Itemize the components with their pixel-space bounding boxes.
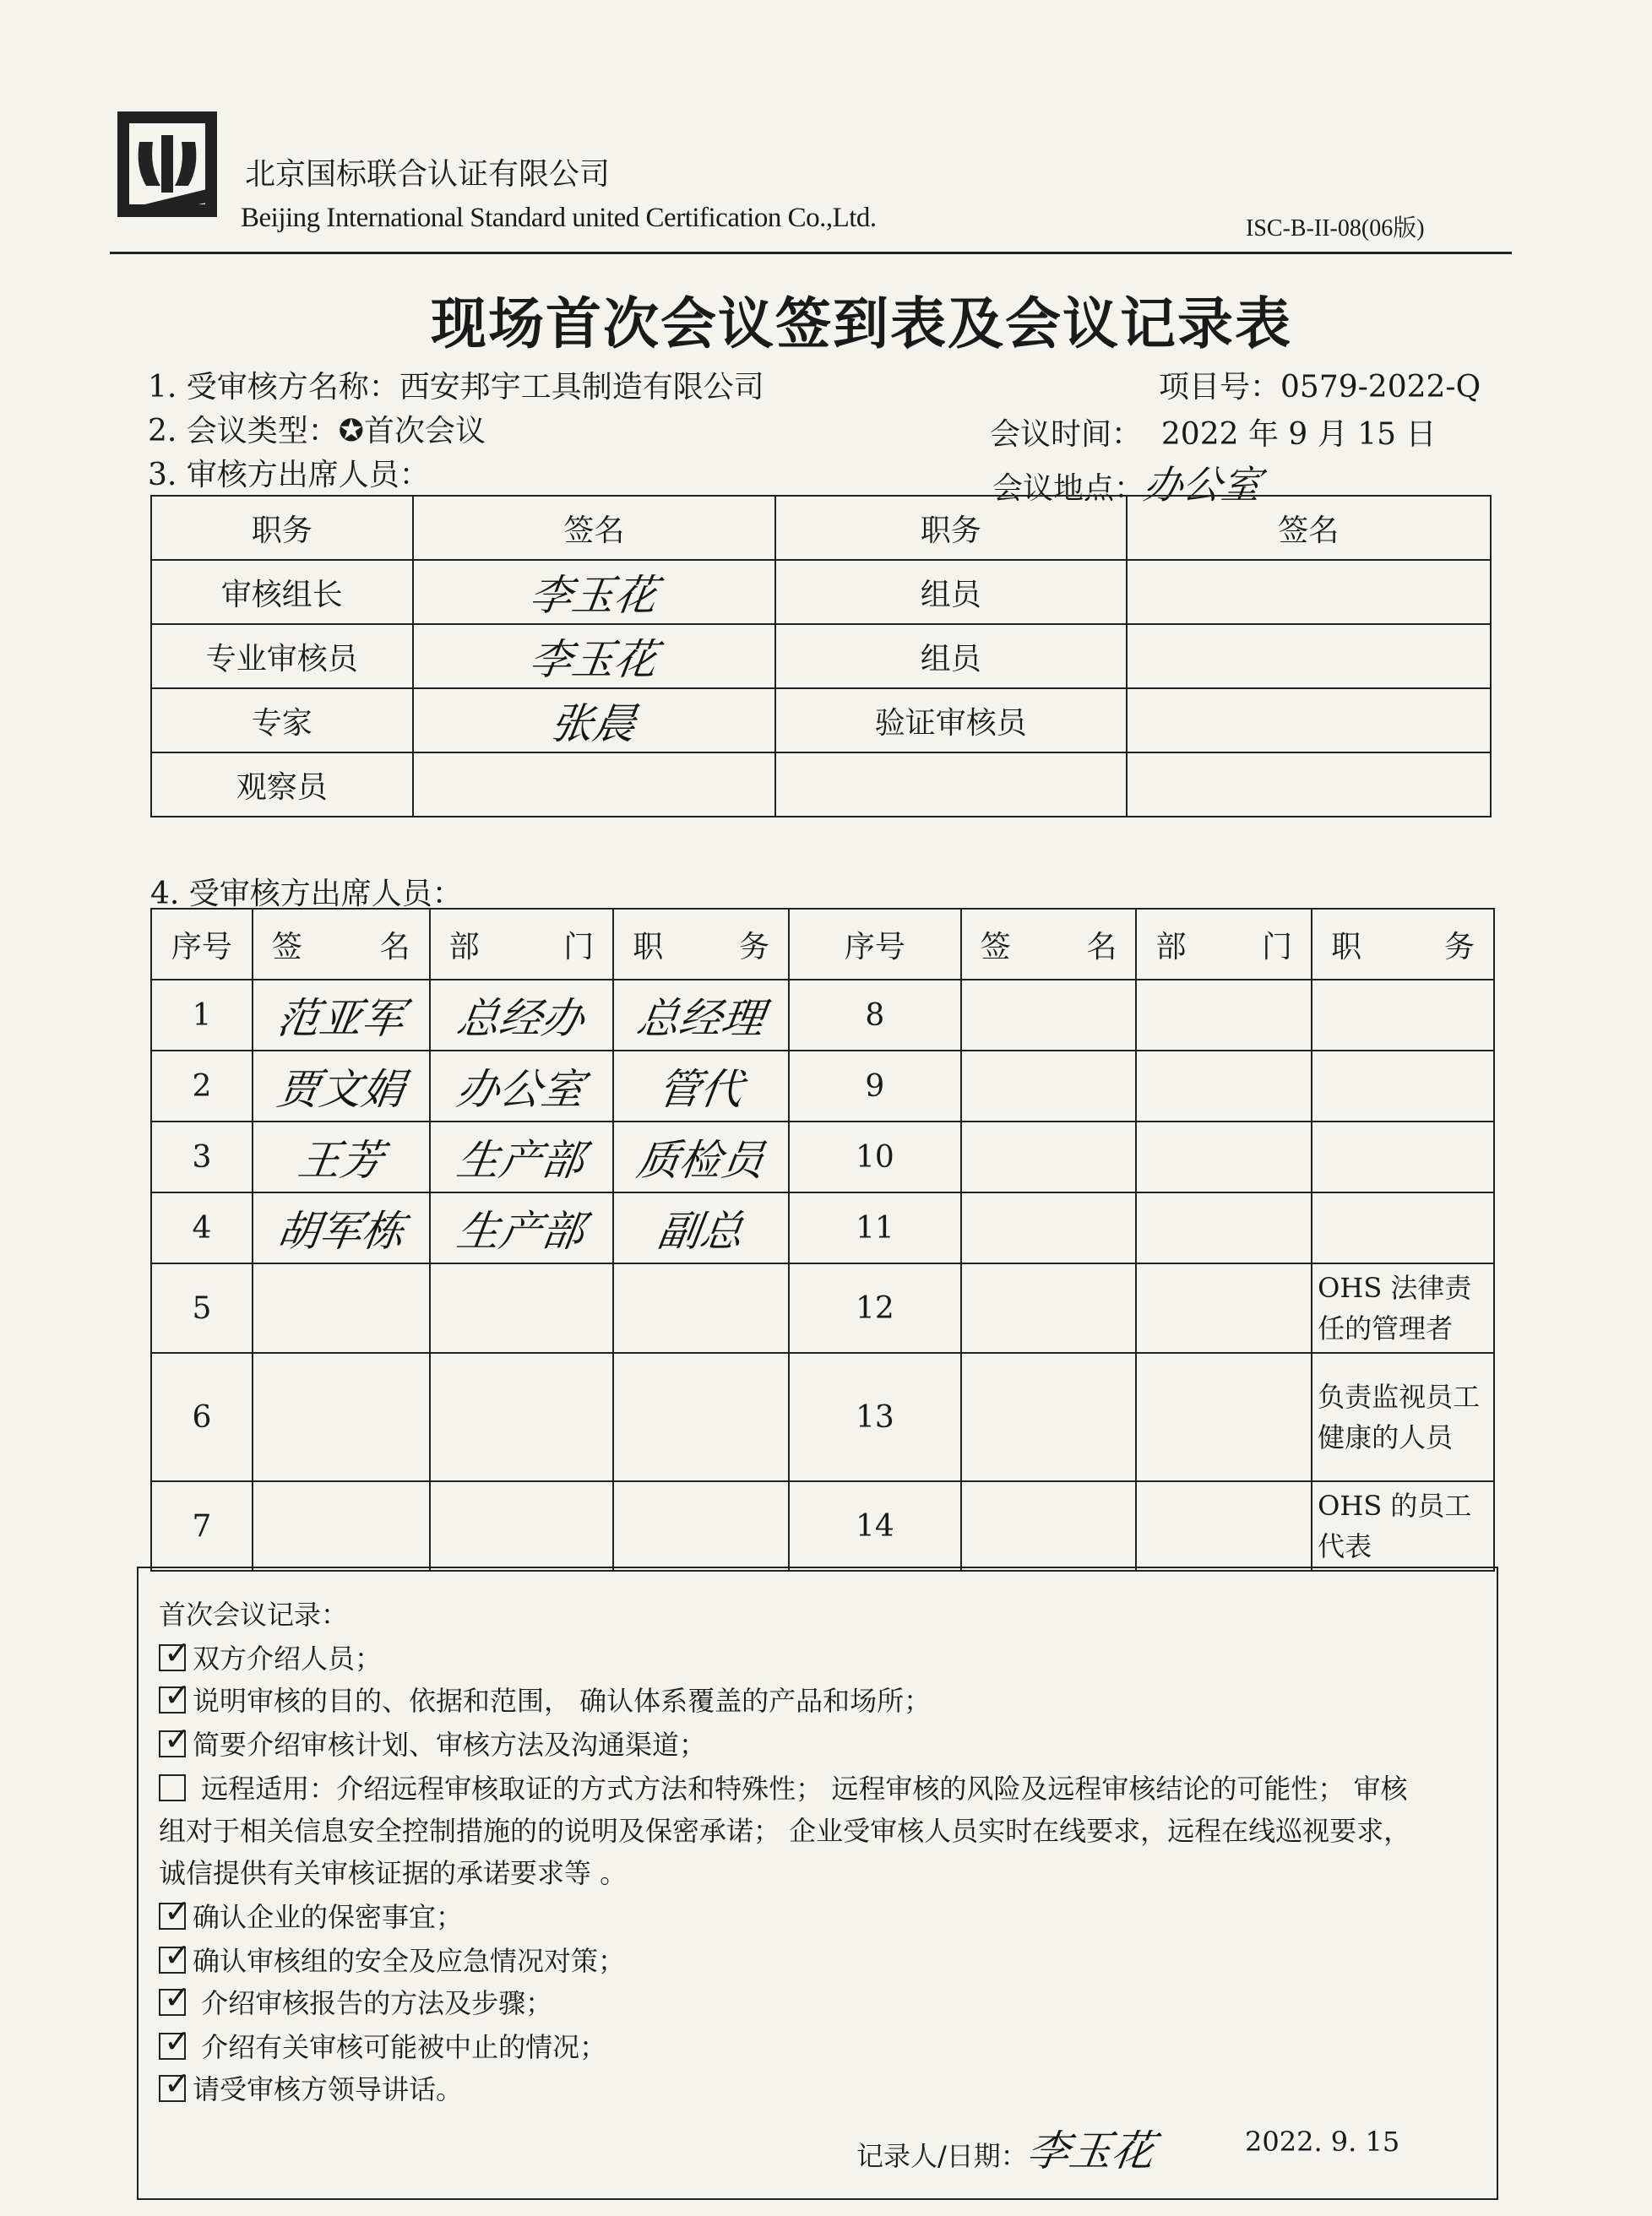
auditor-section-label: 3. 审核方出席人员： xyxy=(148,458,430,492)
signature-cell xyxy=(961,1122,1137,1192)
signature-cell xyxy=(413,752,775,817)
row-number: 6 xyxy=(151,1353,253,1481)
project-number: 0579-2022-Q xyxy=(1280,370,1481,405)
checkbox-checked[interactable] xyxy=(159,1989,186,2016)
table-row xyxy=(151,752,1491,817)
record-item xyxy=(159,2026,606,2065)
form-code: ISC-B-II-08(06版) xyxy=(1246,215,1425,242)
signature-cell xyxy=(253,1192,430,1263)
signature: 范亚军 xyxy=(274,994,408,1043)
role-cell: 组员 xyxy=(775,624,1126,688)
role-cell: 观察员 xyxy=(151,752,413,817)
dept-cell xyxy=(430,1263,614,1353)
dept-cell xyxy=(1136,1122,1312,1192)
row-number: 5 xyxy=(151,1263,253,1353)
header-sign: 签名 xyxy=(413,496,775,560)
record-item xyxy=(159,1724,706,1762)
signature-cell xyxy=(961,1192,1137,1263)
record-text: 介绍有关审核可能被中止的情况； xyxy=(193,2031,607,2063)
signature: 胡军栋 xyxy=(274,1207,408,1256)
row-number: 4 xyxy=(151,1192,253,1263)
table-header-row xyxy=(151,909,1494,980)
position: 管代 xyxy=(655,1065,747,1114)
dept-cell xyxy=(1136,1263,1312,1353)
header-sign: 签名 xyxy=(961,909,1137,980)
post-cell xyxy=(1312,1192,1494,1263)
role-cell: 专家 xyxy=(151,688,413,752)
checkbox-checked[interactable] xyxy=(159,2075,186,2102)
row-number: 8 xyxy=(789,980,961,1051)
record-text: 请受审核方领导讲话。 xyxy=(193,2073,464,2105)
department: 生产部 xyxy=(454,1136,588,1185)
record-item xyxy=(159,2068,463,2107)
signature-cell xyxy=(961,980,1137,1051)
role-note: OHS 法律责任的管理者 xyxy=(1312,1263,1494,1353)
signature-cell xyxy=(413,560,775,624)
location-label: 会议地点： xyxy=(992,471,1145,506)
table-row xyxy=(151,624,1491,688)
company-logo xyxy=(114,108,224,222)
row-number: 11 xyxy=(789,1192,961,1263)
table-row xyxy=(151,1263,1494,1353)
table-row xyxy=(151,1122,1494,1192)
header-dept: 部门 xyxy=(430,909,614,980)
location-handwritten: 办公室 xyxy=(1140,462,1264,508)
role-cell: 组员 xyxy=(775,560,1126,624)
record-item xyxy=(159,1940,625,1979)
checkbox-checked[interactable] xyxy=(159,1730,186,1757)
row-number: 14 xyxy=(789,1481,961,1571)
dept-cell xyxy=(430,1353,614,1481)
table-row xyxy=(151,1051,1494,1122)
signature-cell xyxy=(413,688,775,752)
role-cell: 审核组长 xyxy=(151,560,413,624)
post-cell xyxy=(613,1192,789,1263)
meeting-type: ✪首次会议 xyxy=(338,414,486,448)
header-sign: 签名 xyxy=(1127,496,1491,560)
signature-cell xyxy=(961,1263,1137,1353)
dept-cell xyxy=(430,1122,614,1192)
role-note: OHS 的员工代表 xyxy=(1312,1481,1494,1571)
signature-cell xyxy=(1127,560,1491,624)
header-post: 职务 xyxy=(613,909,789,980)
post-cell xyxy=(1312,1122,1494,1192)
post-cell xyxy=(613,1263,789,1353)
signature-cell xyxy=(253,1481,430,1571)
signature-cell xyxy=(253,1122,430,1192)
checkbox-checked[interactable] xyxy=(159,1644,186,1671)
records-title: 首次会议记录： xyxy=(159,1599,349,1631)
row-number: 3 xyxy=(151,1122,253,1192)
record-text: 确认审核组的安全及应急情况对策； xyxy=(193,1945,626,1977)
dept-cell xyxy=(430,980,614,1051)
signature-cell xyxy=(1127,624,1491,688)
auditee-section-label: 4. 受审核方出席人员： xyxy=(150,877,463,911)
row-number: 1 xyxy=(151,980,253,1051)
project-line xyxy=(1159,363,1481,406)
row-number: 13 xyxy=(789,1353,961,1481)
role-cell: 验证审核员 xyxy=(775,688,1126,752)
auditor-attendance-table xyxy=(150,495,1492,817)
header-no: 序号 xyxy=(789,909,961,980)
table-row xyxy=(151,1353,1494,1481)
dept-cell xyxy=(430,1481,614,1571)
department: 总经办 xyxy=(454,994,588,1043)
dept-cell xyxy=(1136,1353,1312,1481)
table-row xyxy=(151,1481,1494,1571)
post-cell xyxy=(613,1353,789,1481)
record-text: 说明审核的目的、依据和范围， 确认体系覆盖的产品和场所； xyxy=(193,1685,932,1717)
project-label: 项目号： xyxy=(1159,370,1281,405)
recorder-label: 记录人/日期： xyxy=(856,2140,1028,2172)
meeting-records-box xyxy=(137,1567,1498,2200)
record-text: 简要介绍审核计划、审核方法及沟通渠道； xyxy=(193,1729,707,1761)
auditee-label: 1. 受审核方名称： xyxy=(148,370,399,405)
dept-cell xyxy=(430,1192,614,1263)
post-cell xyxy=(613,980,789,1051)
record-text-continued: 诚信提供有关审核证据的承诺要求等 。 xyxy=(159,1857,628,1889)
record-item xyxy=(159,1680,931,1719)
meeting-time-line xyxy=(990,410,1436,454)
record-text: 介绍审核报告的方法及步骤； xyxy=(193,1987,553,2019)
position: 总经理 xyxy=(633,994,768,1043)
header-sign: 签名 xyxy=(253,909,430,980)
record-item xyxy=(159,1638,382,1676)
post-cell xyxy=(1312,980,1494,1051)
header-post: 职务 xyxy=(1312,909,1494,980)
meeting-type-label: 2. 会议类型： xyxy=(148,414,339,448)
post-cell xyxy=(613,1481,789,1571)
record-item xyxy=(159,1896,463,1935)
meeting-time-label: 会议时间： xyxy=(990,417,1143,452)
dept-cell xyxy=(430,1051,614,1122)
signature-cell xyxy=(253,980,430,1051)
header-dept: 部门 xyxy=(1136,909,1312,980)
department: 生产部 xyxy=(454,1207,588,1256)
signature-cell xyxy=(961,1481,1137,1571)
dept-cell xyxy=(1136,1481,1312,1571)
signature: 王芳 xyxy=(295,1136,387,1185)
checkbox-checked[interactable] xyxy=(159,2033,186,2060)
header-no: 序号 xyxy=(151,909,253,980)
company-name-en: Beijing International Standard united Certification Co.,Ltd. xyxy=(241,203,877,233)
auditee-attendance-table xyxy=(150,908,1495,1572)
signature-cell xyxy=(253,1051,430,1122)
signature-cell xyxy=(253,1263,430,1353)
table-row xyxy=(151,688,1491,752)
header-role: 职务 xyxy=(775,496,1126,560)
dept-cell xyxy=(1136,1051,1312,1122)
record-text-continued: 组对于相关信息安全控制措施的的说明及保密承诺； 企业受审核人员实时在线要求，远程在线巡视要求， xyxy=(159,1815,1411,1847)
checkbox-checked[interactable] xyxy=(159,1903,186,1930)
role-cell xyxy=(775,752,1126,817)
table-row xyxy=(151,1192,1494,1263)
auditee-name: 西安邦宇工具制造有限公司 xyxy=(399,370,764,405)
row-number: 12 xyxy=(789,1263,961,1353)
signature-cell xyxy=(961,1051,1137,1122)
auditee-name-line xyxy=(148,363,764,406)
signature: 李玉花 xyxy=(526,571,660,620)
signature: 李玉花 xyxy=(526,635,660,684)
row-number: 10 xyxy=(789,1122,961,1192)
record-text: 确认企业的保密事宜； xyxy=(193,1901,464,1933)
record-text: 远程适用：介绍远程审核取证的方式方法和特殊性； 远程审核的风险及远程审核结论的可能性； 审核 xyxy=(193,1773,1408,1805)
row-number: 2 xyxy=(151,1051,253,1122)
meeting-type-line xyxy=(148,407,486,450)
recorder-line xyxy=(856,2117,1158,2178)
role-note: 负责监视员工健康的人员 xyxy=(1312,1353,1494,1481)
document-title: 现场首次会议签到表及会议记录表 xyxy=(431,291,1292,356)
record-text: 双方介绍人员； xyxy=(193,1643,383,1675)
table-header-row xyxy=(151,496,1491,560)
signature: 张晨 xyxy=(547,699,639,748)
dept-cell xyxy=(1136,1192,1312,1263)
signature-cell xyxy=(961,1353,1137,1481)
checkbox-unchecked[interactable] xyxy=(159,1774,186,1801)
record-date: 2022. 9. 15 xyxy=(1245,2126,1400,2158)
record-item xyxy=(159,1982,552,2021)
post-cell xyxy=(613,1051,789,1122)
meeting-time: 2022 年 9 月 15 日 xyxy=(1160,417,1437,452)
post-cell xyxy=(1312,1051,1494,1122)
row-number: 7 xyxy=(151,1481,253,1571)
signature-cell xyxy=(413,624,775,688)
signature-cell xyxy=(1127,688,1491,752)
table-row xyxy=(151,980,1494,1051)
department: 办公室 xyxy=(454,1065,588,1114)
signature: 贾文娟 xyxy=(274,1065,408,1114)
signature-cell xyxy=(1127,752,1491,817)
recorder-signature: 李玉花 xyxy=(1024,2126,1158,2175)
checkbox-checked[interactable] xyxy=(159,1686,186,1714)
header-divider xyxy=(110,252,1512,254)
position: 副总 xyxy=(655,1207,747,1256)
table-row xyxy=(151,560,1491,624)
record-item xyxy=(159,1768,1408,1806)
header-role: 职务 xyxy=(151,496,413,560)
checkbox-checked[interactable] xyxy=(159,1947,186,1974)
post-cell xyxy=(613,1122,789,1192)
company-name-cn: 北京国标联合认证有限公司 xyxy=(245,157,611,192)
role-cell: 专业审核员 xyxy=(151,624,413,688)
signature-cell xyxy=(253,1353,430,1481)
row-number: 9 xyxy=(789,1051,961,1122)
dept-cell xyxy=(1136,980,1312,1051)
position: 质检员 xyxy=(633,1136,768,1185)
